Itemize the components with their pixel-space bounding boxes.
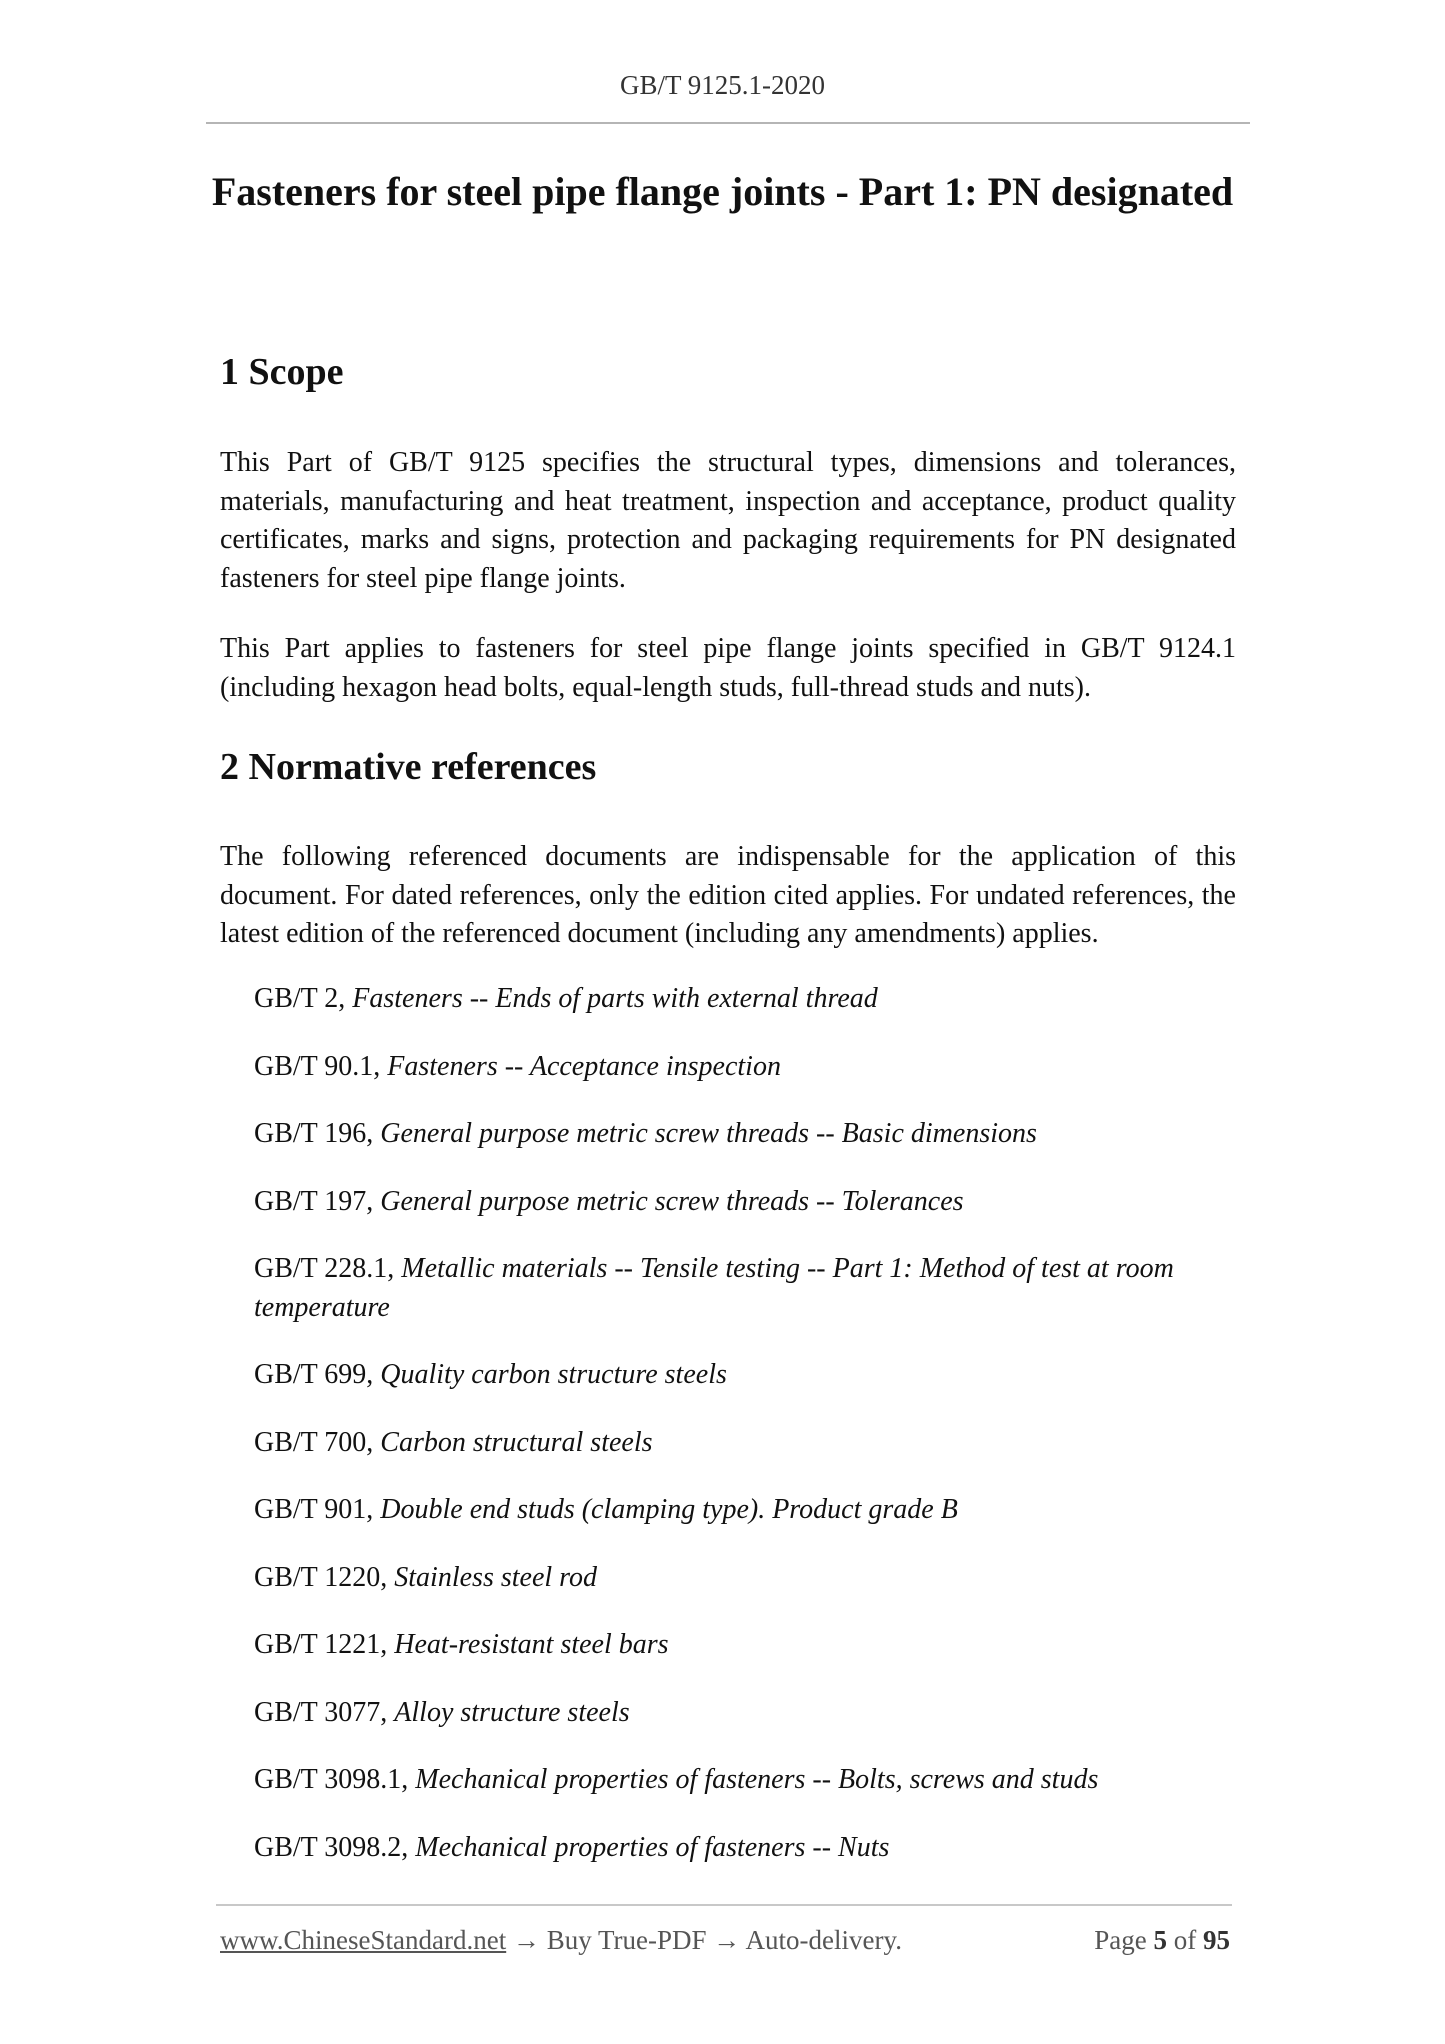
footer-promo <box>220 1925 902 1956</box>
reference-item <box>254 980 1236 1019</box>
reference-code: GB/T 228.1, <box>254 1253 402 1284</box>
page-number <box>1094 1925 1230 1956</box>
reference-code: GB/T 3098.1, <box>254 1764 416 1795</box>
reference-title: Fasteners -- Ends of parts with external thread <box>352 983 878 1014</box>
page-current: 5 <box>1153 1925 1167 1955</box>
normative-paragraph: The following referenced documents are indispensable for the application of this document. For dated references, only the edition cited applies. For undated references, the latest edition of the referenced document (including any amendments) applies. <box>220 841 1236 949</box>
reference-title: Carbon structural steels <box>380 1426 653 1458</box>
website-link[interactable]: www.ChineseStandard.net <box>220 1925 507 1955</box>
reference-item <box>254 1424 1236 1463</box>
reference-list <box>254 980 1236 1896</box>
footer-divider <box>216 1904 1232 1906</box>
reference-code: GB/T 3077, <box>254 1696 395 1728</box>
reference-code: GB/T 700, <box>254 1426 381 1458</box>
header-divider <box>206 122 1250 124</box>
page-label: Page <box>1094 1925 1147 1955</box>
reference-title: General purpose metric screw threads -- Tolerances <box>380 1185 964 1217</box>
reference-item <box>254 1559 1236 1598</box>
reference-code: GB/T 2, <box>254 983 353 1014</box>
reference-item <box>254 1115 1236 1154</box>
page-total: 95 <box>1203 1925 1230 1955</box>
reference-code: GB/T 197, <box>254 1185 381 1217</box>
reference-title: Metallic materials -- Tensile testing -- Part 1: Method of test at room temperature <box>254 1253 1174 1323</box>
arrow-right-icon: → <box>512 1925 540 1955</box>
reference-title: Quality carbon structure steels <box>380 1359 727 1390</box>
reference-code: GB/T 1220, <box>254 1561 395 1593</box>
reference-title: Mechanical properties of fasteners -- Bolts, screws and studs <box>415 1764 1099 1795</box>
reference-title: Stainless steel rod <box>394 1561 598 1593</box>
reference-title: Fasteners -- Acceptance inspection <box>387 1050 781 1082</box>
reference-title: Double end studs (clamping type). Product grade B <box>380 1494 958 1525</box>
reference-item <box>254 1694 1236 1733</box>
document-title: Fasteners for steel pipe flange joints - Part 1: PN designated <box>211 169 1234 214</box>
reference-code: GB/T 901, <box>254 1494 381 1525</box>
reference-item <box>254 1356 1236 1395</box>
reference-item <box>254 1626 1236 1665</box>
scope-paragraph-2: This Part applies to fasteners for steel pipe flange joints specified in GB/T 9124.1 (including hexagon head bolts, equal-length studs, full-thread studs and nuts). <box>220 633 1236 703</box>
reference-item <box>254 1048 1236 1087</box>
reference-title: Mechanical properties of fasteners -- Nuts <box>415 1831 890 1863</box>
section-heading-normative-references: 2 Normative references <box>220 746 597 788</box>
reference-code: GB/T 1221, <box>254 1629 395 1660</box>
section-heading-scope: 1 Scope <box>220 351 344 393</box>
header-standard-code: GB/T 9125.1-2020 <box>619 70 825 100</box>
reference-code: GB/T 196, <box>254 1118 381 1149</box>
reference-item <box>254 1250 1236 1327</box>
reference-title: General purpose metric screw threads -- Basic dimensions <box>380 1118 1037 1149</box>
reference-item <box>254 1761 1236 1800</box>
arrow-right-icon: → <box>713 1925 741 1955</box>
reference-code: GB/T 699, <box>254 1359 381 1390</box>
page-of: of <box>1173 1925 1197 1955</box>
reference-title: Heat-resistant steel bars <box>394 1629 669 1660</box>
reference-item <box>254 1491 1236 1530</box>
reference-code: GB/T 90.1, <box>254 1050 388 1082</box>
reference-item <box>254 1183 1236 1222</box>
scope-paragraph-1: This Part of GB/T 9125 specifies the structural types, dimensions and tolerances, materials, manufacturing and heat treatment, inspection and acceptance, product quality certificates, marks and signs, protection and packaging requirements for PN designated fasteners for steel pipe flange joints. <box>220 447 1236 594</box>
delivery-text: Auto-delivery. <box>740 1925 902 1955</box>
reference-item <box>254 1829 1236 1868</box>
reference-code: GB/T 3098.2, <box>254 1831 416 1863</box>
reference-title: Alloy structure steels <box>394 1696 630 1728</box>
buy-text: Buy True-PDF <box>539 1925 714 1955</box>
